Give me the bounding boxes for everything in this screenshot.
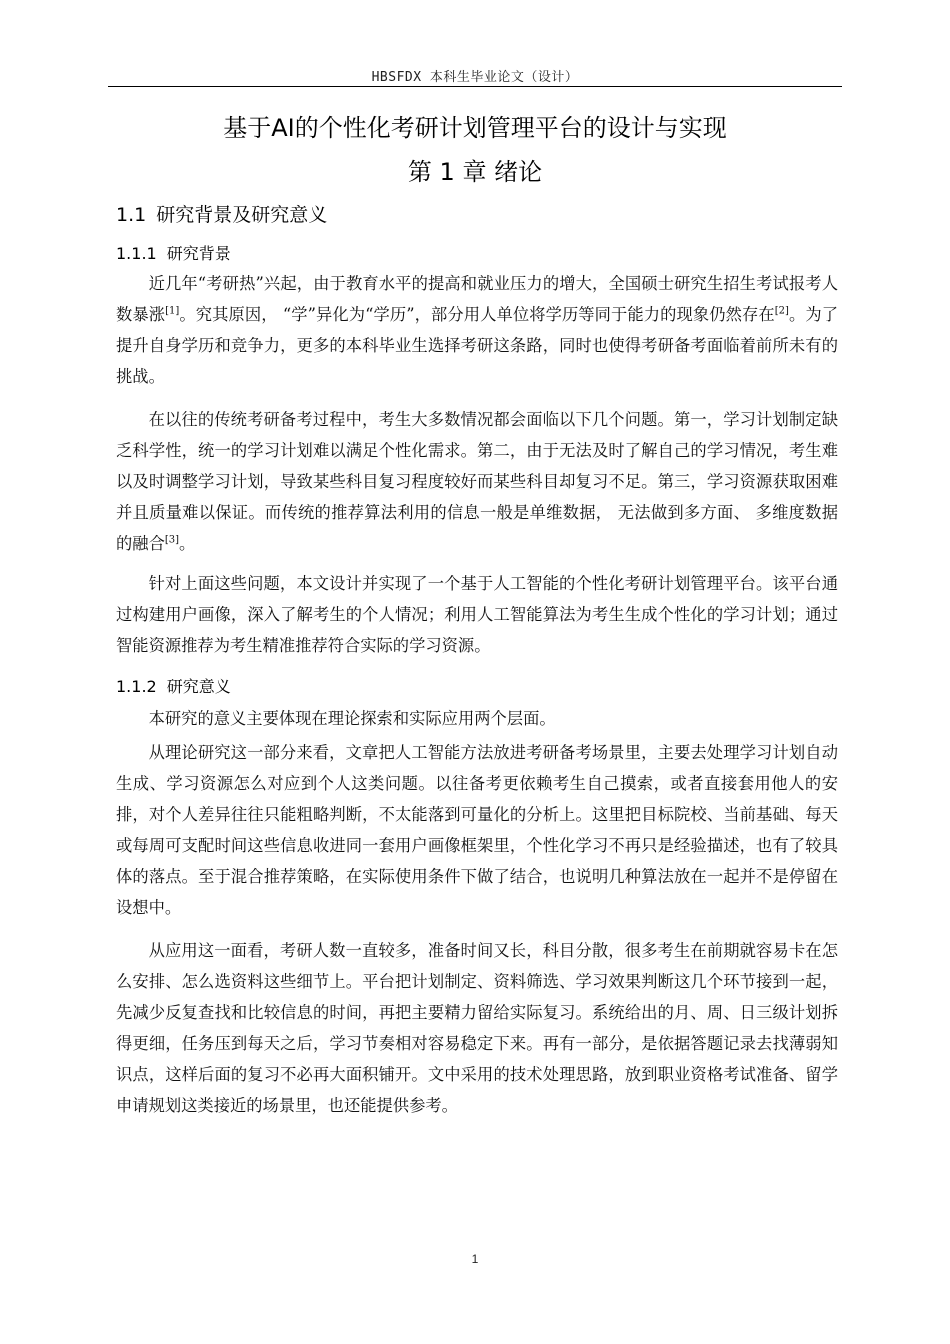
paragraph-significance-1: 本研究的意义主要体现在理论探索和实际应用两个层面。 — [148, 709, 556, 728]
citation-ref: [2] — [774, 305, 789, 317]
page-number: 1 — [471, 1252, 479, 1266]
chapter-heading: 第 1 章 绪论 — [407, 158, 543, 186]
text-run: 在以往的传统考研备考过程中，考生大多数情况都会面临以下几个问题。第一，学习计划制定缺乏科学性，统一的学习计划难以满足个性化需求。第二，由于无法及时了解自己的学习情况，考生难以及时调整学习计划，导致某些科目复习程度较好而某些科目却复习不足。第三，学习资源获取困难并且质量难以保证。而传统的推荐算法利用的信息一般是单维数据， 无法做到多方面、 多维度数据的融合 — [116, 410, 838, 553]
paragraph-background-2 — [116, 404, 838, 559]
section-title: 研究意义 — [166, 677, 231, 696]
section-heading-1-1-2 — [116, 674, 231, 697]
section-heading-1-1-1 — [116, 241, 231, 264]
paragraph-significance-3: 从应用这一面看，考研人数一直较多，准备时间又长，科目分散，很多考生在前期就容易卡在怎么安排、怎么选资料这些细节上。平台把计划制定、资料筛选、学习效果判断这几个环节接到一起，先减少反复查找和比较信息的时间，再把主要精力留给实际复习。系统给出的月、周、日三级计划拆得更细，任务压到每天之后，学习节奏相对容易稳定下来。再有一部分，是依据答题记录去找薄弱知识点，这样后面的复习不必再大面积铺开。文中采用的技术处理思路，放到职业资格考试准备、留学申请规划这类接近的场景里，也还能提供参考。 — [116, 941, 838, 1115]
section-heading-1-1 — [116, 200, 327, 227]
text-run: 。 — [179, 534, 196, 553]
section-number: 1.1 — [116, 204, 147, 226]
header-rule — [108, 86, 842, 87]
section-title: 研究背景 — [166, 244, 231, 263]
section-title: 研究背景及研究意义 — [156, 204, 328, 226]
citation-ref: [1] — [165, 305, 180, 317]
text-run: 。为了提升自身学历和竞争力，更多的本科毕业生选择考研这条路，同时也使得考研备考面临着前所未有的挑战。 — [116, 305, 838, 386]
paragraph-background-3: 针对上面这些问题，本文设计并实现了一个基于人工智能的个性化考研计划管理平台。该平台通过构建用户画像，深入了解考生的个人情况；利用人工智能算法为考生生成个性化的学习计划；通过智能资源推荐为考生精准推荐符合实际的学习资源。 — [116, 574, 838, 655]
paragraph-significance-2: 从理论研究这一部分来看，文章把人工智能方法放进考研备考场景里，主要去处理学习计划自动生成、学习资源怎么对应到个人这类问题。以往备考更依赖考生自己摸索，或者直接套用他人的安排，对个人差异往往只能粗略判断，不太能落到可量化的分析上。这里把目标院校、当前基础、每天或每周可支配时间这些信息收进同一套用户画像框架里，个性化学习不再只是经验描述，也有了较具体的落点。至于混合推荐策略，在实际使用条件下做了结合，也说明几种算法放在一起并不是停留在设想中。 — [116, 743, 838, 917]
citation-ref: [3] — [164, 534, 180, 546]
section-number: 1.1.1 — [116, 244, 157, 263]
running-header: HBSFDX 本科生毕业论文（设计） — [371, 70, 579, 85]
text-run: 。究其原因， “学”异化为“学历”，部分用人单位将学历等同于能力的现象仍然存在 — [179, 305, 775, 324]
text-run: 近几年“考研热”兴起，由于教育水平的提高和就业压力的增大，全国硕士研究生招生考试报考人数暴涨 — [116, 274, 838, 324]
paragraph-background-1 — [116, 268, 838, 392]
section-number: 1.1.2 — [116, 677, 157, 696]
document-title: 基于AI的个性化考研计划管理平台的设计与实现 — [223, 114, 727, 142]
